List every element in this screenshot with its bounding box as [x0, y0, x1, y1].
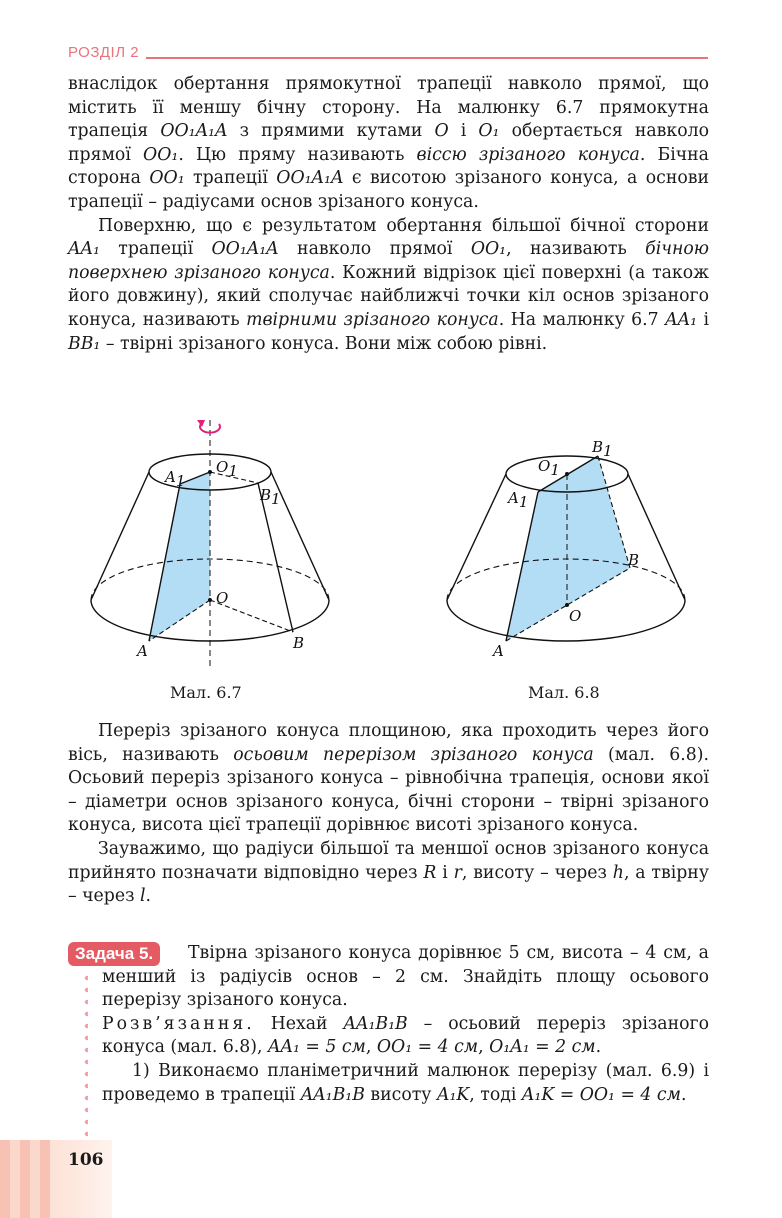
label-B1: B1 — [592, 438, 613, 460]
task-dotted-margin — [84, 972, 88, 1142]
section-label: РОЗДІЛ 2 — [68, 44, 140, 61]
paragraph-4: Зауважимо, що радіуси більшої та меншої основ зрізаного конуса прийнято позначати відповідно через R і r, висоту – через h, а твірну – через l. — [68, 838, 709, 907]
side-left — [447, 474, 506, 600]
task-text — [102, 942, 709, 1107]
task-solution: Розв’язання. Нехай AA₁B₁B – осьовий переріз зрізаного конуса (мал. 6.8), AA₁ = 5 см, OO₁ = 4 см, O₁A₁ = 2 см. — [102, 1013, 709, 1058]
solution-label: Розв’язання. — [102, 1013, 255, 1034]
label-B1: B1 — [260, 486, 281, 508]
caption-6-8: Мал. 6.8 — [528, 683, 600, 702]
body-text-top — [68, 73, 709, 356]
paragraph-3: Переріз зрізаного конуса площиною, яка проходить через його вісь, називають осьовим перерізом зрізаного конуса (мал. 6.8). Осьовий переріз зрізаного конуса – рівнобічна трапеція, основи якої – діаметри основ зрізаного конуса, бічні сторони – твірні зрізаного конуса, висота цієї трапеції дорівнює висоті зрізаного конуса. — [68, 721, 709, 836]
paragraph-2: Поверхню, що є результатом обертання більшої бічної сторони AA₁ трапеції OO₁A₁A навколо прямої OO₁, називають бічною поверхнею зрізаного конуса. Кожний відрізок цієї поверхні (а також його довжину), який сполучає найближчі точки кіл основ зрізаного конуса, називають твірними зрізаного конуса. На малюнку 6.7 AA₁ і BB₁ – твірні зрізаного конуса. Вони між собою рівні. — [68, 215, 710, 354]
term-generatrix: твірними зрізаного конуса — [246, 309, 499, 330]
task-step-1: 1) Виконаємо планіметричний малюнок перерізу (мал. 6.9) і проведемо в трапеції AA₁B₁B висоту A₁K, тоді A₁K = OO₁ = 4 см. — [102, 1060, 709, 1105]
paragraph-1: внаслідок обертання прямокутної трапеції навколо прямої, що містить її меншу бічну сторону. На малюнку 6.7 прямокутна трапеція OO₁A₁A з прямими кутами O і O₁ обертається навколо прямої OO₁. Цю пряму називають віссю зрізаного конуса. Бічна сторона OO₁ трапеції OO₁A₁A є висотою зрізаного конуса, а основи трапеції – радіусами основ зрізаного конуса. — [68, 74, 709, 212]
label-A1: A1 — [508, 489, 529, 511]
side-right — [628, 474, 685, 600]
label-A1: A1 — [165, 468, 186, 490]
axial-section-fill — [506, 456, 630, 641]
section-fill — [149, 472, 210, 641]
label-A: A — [493, 642, 504, 660]
task-statement: Твірна зрізаного конуса дорівнює 5 см, висота – 4 см, а менший із радіусів основ – 2 см. Знайдіть площу осьового перерізу зрізаного конуса. — [102, 943, 709, 1011]
task-badge: Задача 5. — [68, 942, 160, 966]
label-O1: O1 — [538, 457, 560, 479]
label-B: B — [293, 634, 305, 652]
term-axis: віссю зрізаного конуса — [416, 144, 640, 165]
label-A: A — [137, 642, 148, 660]
figure-6-8 — [440, 435, 695, 665]
body-text-bottom — [68, 720, 709, 909]
term-axial-section: осьовим перерізом зрізаного конуса — [233, 744, 594, 765]
label-O1: O1 — [216, 458, 238, 480]
label-O: O — [569, 607, 582, 625]
label-O: O — [216, 589, 229, 607]
figure-6-7 — [85, 410, 345, 672]
caption-6-7: Мал. 6.7 — [170, 683, 242, 702]
page-number: 106 — [68, 1150, 104, 1170]
term-lateral-surface: бічною поверхнею зрізаного конуса — [68, 239, 709, 283]
label-B: B — [628, 551, 640, 569]
header-rule — [146, 57, 708, 59]
side-left — [91, 472, 149, 600]
